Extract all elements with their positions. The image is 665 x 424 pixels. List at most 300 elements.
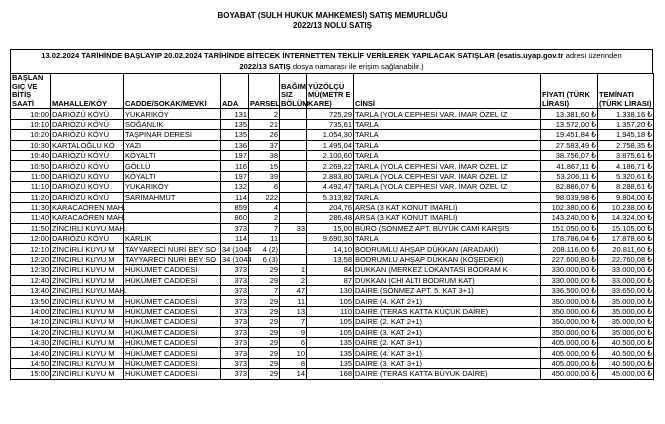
sale-notice xyxy=(10,49,653,74)
cell-cadde: SOĞANLIK xyxy=(124,119,221,129)
cell-fiyat: 405.000,00 ₺ xyxy=(541,348,598,358)
cell-saat: 11:00 xyxy=(11,171,51,181)
cell-yuzolcum: 110 xyxy=(307,306,354,316)
cell-fiyat: 13.572,00 ₺ xyxy=(541,119,598,129)
cell-cadde: HÜKÜMET CADDESİ xyxy=(124,327,221,337)
cell-ada: 114 xyxy=(221,234,249,244)
cell-yuzolcum: 9.690,30 xyxy=(307,234,354,244)
cell-bolum: 6 xyxy=(280,337,307,347)
cell-cinsi: TARLA (YOLA CEPHESİ VAR. İMAR ÖZEL İZ xyxy=(354,171,541,181)
cell-bolum xyxy=(280,119,307,129)
cell-yuzolcum: 168 xyxy=(307,369,354,379)
table-header-row xyxy=(11,74,654,109)
cell-saat: 11:40 xyxy=(11,213,51,223)
cell-saat: 10:30 xyxy=(11,140,51,150)
cell-cinsi: ARSA (3 KAT KONUT İMARLI) xyxy=(354,213,541,223)
cell-bolum: 2 xyxy=(280,275,307,285)
table-row xyxy=(11,109,654,119)
cell-cinsi: DAİRE (3. KAT 2+1) xyxy=(354,327,541,337)
cell-cinsi: BODRUMLU AHŞAP DÜKKAN (KÖŞEDEKİ) xyxy=(354,254,541,264)
cell-mahalle: ZİNCİRLİ KUYU M xyxy=(51,358,124,368)
table-row xyxy=(11,286,654,296)
cell-teminat: 3.875,61 ₺ xyxy=(598,150,654,160)
cell-parsel: 6 xyxy=(249,182,280,192)
cell-teminat: 1.338,16 ₺ xyxy=(598,109,654,119)
cell-saat: 15:00 xyxy=(11,369,51,379)
cell-saat: 13:50 xyxy=(11,296,51,306)
cell-parsel: 29 xyxy=(249,348,280,358)
cell-bolum xyxy=(280,130,307,140)
cell-cadde: TAYYARECİ NURİ BEY SO xyxy=(124,244,221,254)
cell-parsel: 29 xyxy=(249,317,280,327)
cell-parsel: 38 xyxy=(249,150,280,160)
cell-bolum: 33 xyxy=(280,223,307,233)
cell-parsel: 222 xyxy=(249,192,280,202)
table-row xyxy=(11,337,654,347)
cell-yuzolcum: 2.100,60 xyxy=(307,150,354,160)
cell-teminat: 8.288,61 ₺ xyxy=(598,182,654,192)
cell-teminat: 10.238,00 ₺ xyxy=(598,202,654,212)
cell-teminat: 1.945,18 ₺ xyxy=(598,130,654,140)
cell-fiyat: 102.380,00 ₺ xyxy=(541,202,598,212)
cell-fiyat: 41.867,11 ₺ xyxy=(541,161,598,171)
cell-cinsi: TARLA xyxy=(354,130,541,140)
cell-saat: 10:20 xyxy=(11,130,51,140)
col-header-cinsi: CİNSİ xyxy=(354,74,541,109)
cell-teminat: 22.760,08 ₺ xyxy=(598,254,654,264)
cell-cadde: TAYYARECİ NURİ BEY SO xyxy=(124,254,221,264)
cell-fiyat: 405.000,00 ₺ xyxy=(541,358,598,368)
cell-saat: 14:10 xyxy=(11,317,51,327)
table-row xyxy=(11,140,654,150)
col-header-ada: ADA xyxy=(221,74,249,109)
cell-bolum: 1 xyxy=(280,265,307,275)
cell-cinsi: BODRUMLU AHŞAP DÜKKAN (ARADAKİ) xyxy=(354,244,541,254)
cell-teminat: 40.500,00 ₺ xyxy=(598,348,654,358)
cell-yuzolcum: 2.269,22 xyxy=(307,161,354,171)
table-row xyxy=(11,150,654,160)
cell-teminat: 35.000,00 ₺ xyxy=(598,317,654,327)
cell-teminat: 4.186,71 ₺ xyxy=(598,161,654,171)
col-header-mahalle: MAHALLE/KÖY xyxy=(51,74,124,109)
cell-fiyat: 350.000,00 ₺ xyxy=(541,317,598,327)
cell-bolum: 47 xyxy=(280,286,307,296)
cell-cinsi: TARLA xyxy=(354,140,541,150)
cell-bolum: 8 xyxy=(280,358,307,368)
cell-bolum xyxy=(280,192,307,202)
cell-yuzolcum: 135 xyxy=(307,337,354,347)
cell-bolum xyxy=(280,254,307,264)
table-row xyxy=(11,192,654,202)
table-row xyxy=(11,202,654,212)
cell-mahalle: ZİNCİRLİ KUYU M xyxy=(51,265,124,275)
cell-saat: 11:10 xyxy=(11,182,51,192)
cell-mahalle: ZİNCİRLİ KUYU M xyxy=(51,244,124,254)
cell-fiyat: 350.000,00 ₺ xyxy=(541,327,598,337)
cell-bolum xyxy=(280,171,307,181)
cell-cadde: HÜKÜMET CADDESİ xyxy=(124,265,221,275)
cell-cadde xyxy=(124,213,221,223)
cell-cinsi: BÜRO (SÖNMEZ APT. BÜYÜK CAMİ KARŞIS xyxy=(354,223,541,233)
cell-saat: 14:50 xyxy=(11,358,51,368)
cell-fiyat: 19.451,84 ₺ xyxy=(541,130,598,140)
cell-cadde: HÜKÜMET CADDESİ xyxy=(124,348,221,358)
cell-cadde: SARIMAHMUT xyxy=(124,192,221,202)
cell-saat: 12:00 xyxy=(11,234,51,244)
cell-parsel: 29 xyxy=(249,275,280,285)
cell-cinsi: ARSA (3 KAT KONUT İMARLI) xyxy=(354,202,541,212)
cell-ada: 373 xyxy=(221,286,249,296)
cell-cadde: KARLIK xyxy=(124,234,221,244)
cell-ada: 135 xyxy=(221,130,249,140)
cell-cadde: HÜKÜMET CADDESİ xyxy=(124,358,221,368)
cell-fiyat: 178.786,04 ₺ xyxy=(541,234,598,244)
cell-parsel: 11 xyxy=(249,234,280,244)
cell-ada: 373 xyxy=(221,223,249,233)
cell-fiyat: 38.756,07 ₺ xyxy=(541,150,598,160)
cell-ada: 373 xyxy=(221,358,249,368)
cell-mahalle: ZİNCİRLİ KUYU M xyxy=(51,317,124,327)
cell-mahalle: DARIÖZÜ KÖYÜ xyxy=(51,182,124,192)
cell-saat: 14:00 xyxy=(11,306,51,316)
cell-cadde: HÜKÜMET CADDESİ xyxy=(124,337,221,347)
cell-fiyat: 151.050,00 ₺ xyxy=(541,223,598,233)
cell-mahalle: DARIÖZÜ KÖYÜ xyxy=(51,234,124,244)
cell-fiyat: 336.500,00 ₺ xyxy=(541,286,598,296)
cell-mahalle: DARIÖZÜ KÖYÜ xyxy=(51,192,124,202)
cell-saat: 10:10 xyxy=(11,119,51,129)
table-row xyxy=(11,369,654,379)
cell-cadde: KÖYALTI xyxy=(124,150,221,160)
cell-cadde: TAŞPINAR DERESİ xyxy=(124,130,221,140)
cell-bolum: 14 xyxy=(280,369,307,379)
cell-ada: 116 xyxy=(221,161,249,171)
cell-parsel: 2 xyxy=(249,213,280,223)
cell-parsel: 7 xyxy=(249,223,280,233)
cell-mahalle: ZİNCİRLİ KUYU M xyxy=(51,327,124,337)
cell-teminat: 20.811,60 ₺ xyxy=(598,244,654,254)
cell-saat: 11:30 xyxy=(11,202,51,212)
court-name: BOYABAT (SULH HUKUK MAHKEMESİ) SATIŞ MEMURLUĞU xyxy=(217,11,448,20)
cell-bolum xyxy=(280,109,307,119)
cell-yuzolcum: 105 xyxy=(307,327,354,337)
cell-parsel: 26 xyxy=(249,130,280,140)
cell-cadde: HÜKÜMET CADDESİ xyxy=(124,317,221,327)
cell-mahalle: DARIÖZÜ KÖYÜ xyxy=(51,161,124,171)
cell-bolum xyxy=(280,213,307,223)
cell-bolum xyxy=(280,140,307,150)
table-row xyxy=(11,254,654,264)
cell-teminat: 35.000,00 ₺ xyxy=(598,306,654,316)
cell-teminat: 33.000,00 ₺ xyxy=(598,265,654,275)
cell-teminat: 9.804,00 ₺ xyxy=(598,192,654,202)
cell-bolum xyxy=(280,182,307,192)
cell-bolum: 11 xyxy=(280,296,307,306)
cell-saat: 14:40 xyxy=(11,348,51,358)
cell-cinsi: DAİRE (3. KAT 3+1) xyxy=(354,358,541,368)
cell-saat: 14:30 xyxy=(11,337,51,347)
cell-ada: 373 xyxy=(221,317,249,327)
cell-cadde xyxy=(124,223,221,233)
cell-teminat: 33.650,00 ₺ xyxy=(598,286,654,296)
table-row xyxy=(11,130,654,140)
cell-yuzolcum: 735,61 xyxy=(307,119,354,129)
notice-file-number: 2022/13 SATIŞ xyxy=(239,61,291,71)
cell-fiyat: 13.381,60 ₺ xyxy=(541,109,598,119)
cell-mahalle: ZİNCİRLİ KUYU M xyxy=(51,369,124,379)
cell-saat: 12:40 xyxy=(11,275,51,285)
col-header-saat: BAŞLAN GIÇ VE BİTİŞ SAATİ xyxy=(11,74,51,109)
cell-saat: 12:10 xyxy=(11,244,51,254)
cell-fiyat: 82.886,07 ₺ xyxy=(541,182,598,192)
cell-cinsi: DAİRE (TERAS KATTA KÜÇÜK DAİRE) xyxy=(354,306,541,316)
cell-teminat: 35.000,00 ₺ xyxy=(598,296,654,306)
table-row xyxy=(11,265,654,275)
cell-ada: 373 xyxy=(221,275,249,285)
cell-cinsi: DAİRE (SÖNMEZ APT. 5. KAT 3+1) xyxy=(354,286,541,296)
cell-bolum xyxy=(280,202,307,212)
cell-bolum: 9 xyxy=(280,327,307,337)
cell-mahalle: ZİNCİRLİ KUYU M xyxy=(51,275,124,285)
cell-ada: 135 xyxy=(221,119,249,129)
cell-saat: 10:50 xyxy=(11,161,51,171)
notice-text-bold: 13.02.2024 TARİHİNDE BAŞLAYIP 20.02.2024 TARİHİNDE BİTECEK İNTERNETTEN TEKLİF VERİLEREK YAPILACAK SATIŞLAR (esatis.uyap.gov.tr xyxy=(41,51,564,60)
cell-cadde: YUKARIKÖY xyxy=(124,109,221,119)
cell-mahalle: ZİNCİRLİ KUYU M xyxy=(51,337,124,347)
table-row xyxy=(11,161,654,171)
cell-parsel: 29 xyxy=(249,337,280,347)
cell-cinsi: DAİRE (TERAS KATTA BÜYÜK DAİRE) xyxy=(354,369,541,379)
notice-line-2 xyxy=(11,62,652,73)
cell-yuzolcum: 130 xyxy=(307,286,354,296)
cell-saat: 11:50 xyxy=(11,223,51,233)
cell-ada: 114 xyxy=(221,192,249,202)
cell-cadde xyxy=(124,286,221,296)
cell-yuzolcum: 105 xyxy=(307,296,354,306)
cell-cadde: HÜKÜMET CADDESİ xyxy=(124,296,221,306)
cell-yuzolcum: 4.492,47 xyxy=(307,182,354,192)
table-body xyxy=(11,109,654,379)
table-row xyxy=(11,234,654,244)
table-row xyxy=(11,296,654,306)
cell-saat: 11:20 xyxy=(11,192,51,202)
table-row xyxy=(11,275,654,285)
cell-ada: 34 (1044 xyxy=(222,255,252,265)
cell-fiyat: 53.206,11 ₺ xyxy=(541,171,598,181)
cell-teminat: 14.324,00 ₺ xyxy=(598,213,654,223)
table-row xyxy=(11,317,654,327)
cell-ada: 859 xyxy=(221,202,249,212)
cell-mahalle: ZİNCİRLİ KUYU M xyxy=(51,254,124,264)
table-row xyxy=(11,348,654,358)
cell-parsel: 29 xyxy=(249,306,280,316)
cell-fiyat: 227.600,80 ₺ xyxy=(541,254,598,264)
cell-fiyat: 208.116,00 ₺ xyxy=(541,244,598,254)
cell-fiyat: 98.039,98 ₺ xyxy=(541,192,598,202)
cell-yuzolcum: 2.883,80 xyxy=(307,171,354,181)
col-header-fiyat: FİYATI (TÜRK LİRASI) xyxy=(541,74,598,109)
cell-parsel: 29 xyxy=(249,296,280,306)
table-row xyxy=(11,119,654,129)
cell-mahalle: DARIÖZÜ KÖYÜ xyxy=(51,130,124,140)
col-header-cadde: CADDE/SOKAK/MEVKİ xyxy=(124,74,221,109)
cell-cinsi: DÜKKAN (MERKEZ LOKANTASI BODRAM K xyxy=(354,265,541,275)
cell-fiyat: 405.000,00 ₺ xyxy=(541,337,598,347)
cell-teminat: 40.500,00 ₺ xyxy=(598,337,654,347)
cell-parsel: 29 xyxy=(249,327,280,337)
cell-teminat: 17.878,60 ₺ xyxy=(598,234,654,244)
cell-cinsi: TARLA (YOLA CEPHESİ VAR. İMAR ÖZEL İZ xyxy=(354,182,541,192)
table-row xyxy=(11,306,654,316)
col-header-yuzolcum: YÜZÖLÇÜ MÜ(METR E KARE) xyxy=(307,74,354,109)
table-row xyxy=(11,182,654,192)
table-row xyxy=(11,358,654,368)
cell-yuzolcum: 87 xyxy=(307,275,354,285)
cell-cinsi: DAİRE (4. KAT 2+1) xyxy=(354,296,541,306)
cell-ada: 373 xyxy=(221,306,249,316)
table-row xyxy=(11,244,654,254)
cell-teminat: 2.758,35 ₺ xyxy=(598,140,654,150)
cell-saat: 14:20 xyxy=(11,327,51,337)
cell-fiyat: 350.000,00 ₺ xyxy=(541,296,598,306)
cell-cadde: GÖLLÜ xyxy=(124,161,221,171)
cell-yuzolcum: 14,10 xyxy=(307,244,354,254)
cell-parsel: 29 xyxy=(249,358,280,368)
cell-bolum: 7 xyxy=(280,317,307,327)
sale-number: 2022/13 NOLU SATIŞ xyxy=(293,21,372,30)
cell-yuzolcum: 725,29 xyxy=(307,109,354,119)
cell-cinsi: TARLA xyxy=(354,119,541,129)
cell-cadde: HÜKÜMET CADDESİ xyxy=(124,275,221,285)
col-header-parsel: PARSEL xyxy=(249,74,280,109)
auction-table xyxy=(10,73,654,380)
cell-bolum: 10 xyxy=(280,348,307,358)
col-header-teminat: TEMİNATI (TÜRK LİRASI) xyxy=(598,74,654,109)
cell-yuzolcum: 15,00 xyxy=(307,223,354,233)
cell-parsel: 21 xyxy=(249,119,280,129)
cell-ada: 34 (1044 xyxy=(222,244,252,254)
cell-cinsi: DAİRE (2. KAT 2+1) xyxy=(354,317,541,327)
cell-cinsi: TARLA xyxy=(354,234,541,244)
cell-parsel: 4 xyxy=(249,202,280,212)
cell-saat: 13:40 xyxy=(11,286,51,296)
cell-cinsi: TARLA xyxy=(354,192,541,202)
cell-ada: 373 xyxy=(221,369,249,379)
cell-saat: 10:00 xyxy=(11,109,51,119)
cell-cadde: HÜKÜMET CADDESİ xyxy=(124,306,221,316)
cell-ada: 136 xyxy=(221,140,249,150)
cell-cadde: KÖYALTI xyxy=(124,171,221,181)
table-row xyxy=(11,327,654,337)
notice-text-normal: adresi üzerinden xyxy=(563,51,622,60)
cell-mahalle: ZİNCİRLİ KUYU MAH. xyxy=(52,286,128,296)
cell-teminat: 35.000,00 ₺ xyxy=(598,327,654,337)
cell-ada: 373 xyxy=(221,337,249,347)
cell-fiyat: 27.583,49 ₺ xyxy=(541,140,598,150)
cell-yuzolcum: 1.054,30 xyxy=(307,130,354,140)
cell-teminat: 5.320,61 ₺ xyxy=(598,171,654,181)
cell-bolum xyxy=(280,234,307,244)
cell-cinsi: DAİRE (2. KAT 3+1) xyxy=(354,337,541,347)
cell-yuzolcum: 84 xyxy=(307,265,354,275)
cell-yuzolcum: 5.313,82 xyxy=(307,192,354,202)
cell-mahalle: ZİNCİRLİ KUYU M xyxy=(51,296,124,306)
cell-mahalle: KARACAÖREN MAH. xyxy=(52,203,126,213)
cell-parsel: 29 xyxy=(249,265,280,275)
cell-parsel: 15 xyxy=(249,161,280,171)
cell-cadde: HÜKÜMET CADDESİ xyxy=(124,369,221,379)
cell-bolum xyxy=(280,150,307,160)
cell-teminat: 33.000,00 ₺ xyxy=(598,275,654,285)
cell-parsel: 6 (3) xyxy=(249,254,280,264)
cell-ada: 197 xyxy=(221,150,249,160)
cell-yuzolcum: 13,58 xyxy=(307,254,354,264)
cell-cinsi: DAİRE (4. KAT 3+1) xyxy=(354,348,541,358)
cell-bolum: 13 xyxy=(280,306,307,316)
cell-cinsi: TARLA xyxy=(354,150,541,160)
cell-yuzolcum: 135 xyxy=(307,348,354,358)
cell-ada: 373 xyxy=(221,348,249,358)
cell-fiyat: 450.000,00 ₺ xyxy=(541,369,598,379)
document-title xyxy=(0,11,665,31)
cell-mahalle: ZİNCİRLİ KUYU M xyxy=(51,306,124,316)
cell-ada: 197 xyxy=(221,171,249,181)
cell-parsel: 7 xyxy=(249,286,280,296)
cell-ada: 131 xyxy=(221,109,249,119)
cell-saat: 12:30 xyxy=(11,265,51,275)
cell-teminat: 45.000,00 ₺ xyxy=(598,369,654,379)
cell-ada: 373 xyxy=(221,296,249,306)
table-row xyxy=(11,171,654,181)
cell-yuzolcum: 286,48 xyxy=(307,213,354,223)
notice-access-text: dosya namarası ile erişim sağlanabilir.) xyxy=(290,61,424,71)
notice-line-1 xyxy=(11,51,652,62)
cell-mahalle: DARIÖZÜ KÖYÜ xyxy=(51,119,124,129)
cell-cadde: YAZI xyxy=(124,140,221,150)
cell-yuzolcum: 204,76 xyxy=(307,202,354,212)
cell-ada: 373 xyxy=(221,327,249,337)
cell-teminat: 1.357,20 ₺ xyxy=(598,119,654,129)
cell-fiyat: 143.240,00 ₺ xyxy=(541,213,598,223)
cell-ada: 860 xyxy=(221,213,249,223)
cell-yuzolcum: 135 xyxy=(307,358,354,368)
cell-bolum xyxy=(280,161,307,171)
cell-cinsi: TARLA (YOLA CEPHESİ VAR. İMAR ÖZEL İZ xyxy=(354,109,541,119)
cell-bolum xyxy=(280,244,307,254)
cell-fiyat: 330.000,00 ₺ xyxy=(541,265,598,275)
cell-teminat: 40.500,00 ₺ xyxy=(598,358,654,368)
cell-mahalle: ZİNCİRLİ KUYU M xyxy=(51,348,124,358)
cell-fiyat: 330.000,00 ₺ xyxy=(541,275,598,285)
cell-saat: 10:40 xyxy=(11,150,51,160)
cell-cadde xyxy=(124,202,221,212)
table-row xyxy=(11,223,654,233)
cell-teminat: 15.105,00 ₺ xyxy=(598,223,654,233)
cell-ada: 373 xyxy=(221,265,249,275)
cell-cinsi: DÜKKAN (CHI ALTI BODRUM KAT) xyxy=(354,275,541,285)
table-row xyxy=(11,213,654,223)
cell-mahalle: KARTALOĞLU KÖ xyxy=(51,140,124,150)
cell-yuzolcum: 1.495,04 xyxy=(307,140,354,150)
cell-parsel: 4 (2) xyxy=(249,244,280,254)
cell-ada: 132 xyxy=(221,182,249,192)
cell-saat: 12:20 xyxy=(11,254,51,264)
cell-yuzolcum: 105 xyxy=(307,317,354,327)
cell-mahalle: DARIÖZÜ KÖYÜ xyxy=(51,109,124,119)
cell-cinsi: TARLA (YOLA CEPHESİ VAR. İMAR ÖZEL İZ xyxy=(354,161,541,171)
cell-mahalle: DARIÖZÜ KÖYÜ xyxy=(51,171,124,181)
cell-parsel: 37 xyxy=(249,140,280,150)
